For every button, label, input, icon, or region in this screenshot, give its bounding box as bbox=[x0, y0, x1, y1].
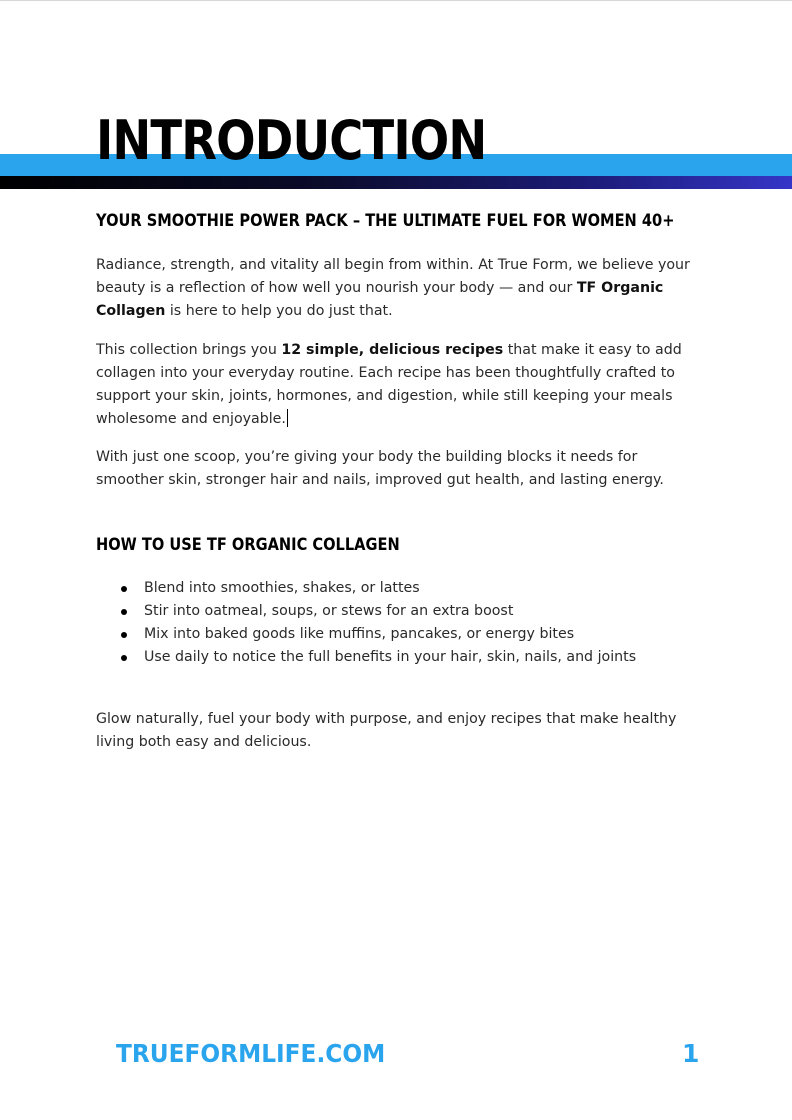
bullet-dot-icon bbox=[121, 632, 127, 638]
intro-paragraph-1 bbox=[96, 254, 696, 323]
intro-paragraph-2-bold: 12 simple, delicious recipes bbox=[281, 342, 504, 358]
page-title: INTRODUCTION bbox=[96, 109, 487, 172]
footer-page-number: 1 bbox=[682, 1039, 700, 1068]
intro-paragraph-2-text-b: that make it easy to add collagen into your everyday routine. Each recipe has been thoughtfully crafted to support your skin, joints, hormones, and digestion, while still keeping your meals wholesome and enjoyable. bbox=[96, 342, 682, 427]
list-item bbox=[96, 577, 716, 600]
list-item bbox=[96, 646, 716, 669]
intro-paragraph-3: With just one scoop, you’re giving your body the building blocks it needs for smoother skin, stronger hair and nails, improved gut health, and lasting energy. bbox=[96, 449, 664, 488]
list-item bbox=[96, 623, 716, 646]
bullet-dot-icon bbox=[121, 586, 127, 592]
list-item-text: Blend into smoothies, shakes, or lattes bbox=[144, 580, 420, 596]
intro-paragraph-1-bold: TF Organic Collagen bbox=[96, 280, 664, 319]
intro-paragraph-2-text-a: This collection brings you bbox=[96, 342, 282, 358]
list-item-text: Use daily to notice the full benefits in your hair, skin, nails, and joints bbox=[144, 649, 637, 665]
header-dark-gradient-stripe bbox=[0, 176, 792, 189]
section-heading-how-to-use: HOW TO USE TF ORGANIC COLLAGEN bbox=[96, 535, 400, 555]
section-heading-smoothie-power-pack: YOUR SMOOTHIE POWER PACK – THE ULTIMATE FUEL FOR WOMEN 40+ bbox=[96, 211, 675, 231]
bullet-dot-icon bbox=[121, 609, 127, 615]
list-item-text: Mix into baked goods like muffins, pancakes, or energy bites bbox=[144, 626, 575, 642]
intro-paragraph-1-text-a: Radiance, strength, and vitality all begin from within. At True Form, we believe your beauty is a reflection of how well you nourish your body — and our bbox=[96, 257, 690, 296]
bullet-dot-icon bbox=[121, 655, 127, 661]
list-item-text: Stir into oatmeal, soups, or stews for an extra boost bbox=[144, 603, 514, 619]
intro-paragraph-2[interactable] bbox=[96, 339, 696, 431]
text-cursor bbox=[287, 409, 289, 427]
intro-paragraph-1-text-b: is here to help you do just that. bbox=[165, 303, 393, 319]
list-item bbox=[96, 600, 716, 623]
usage-bullet-list bbox=[96, 577, 716, 669]
footer-website-link[interactable]: TRUEFORMLIFE.COM bbox=[116, 1039, 386, 1068]
closing-paragraph: Glow naturally, fuel your body with purpose, and enjoy recipes that make healthy living both easy and delicious. bbox=[96, 711, 677, 750]
